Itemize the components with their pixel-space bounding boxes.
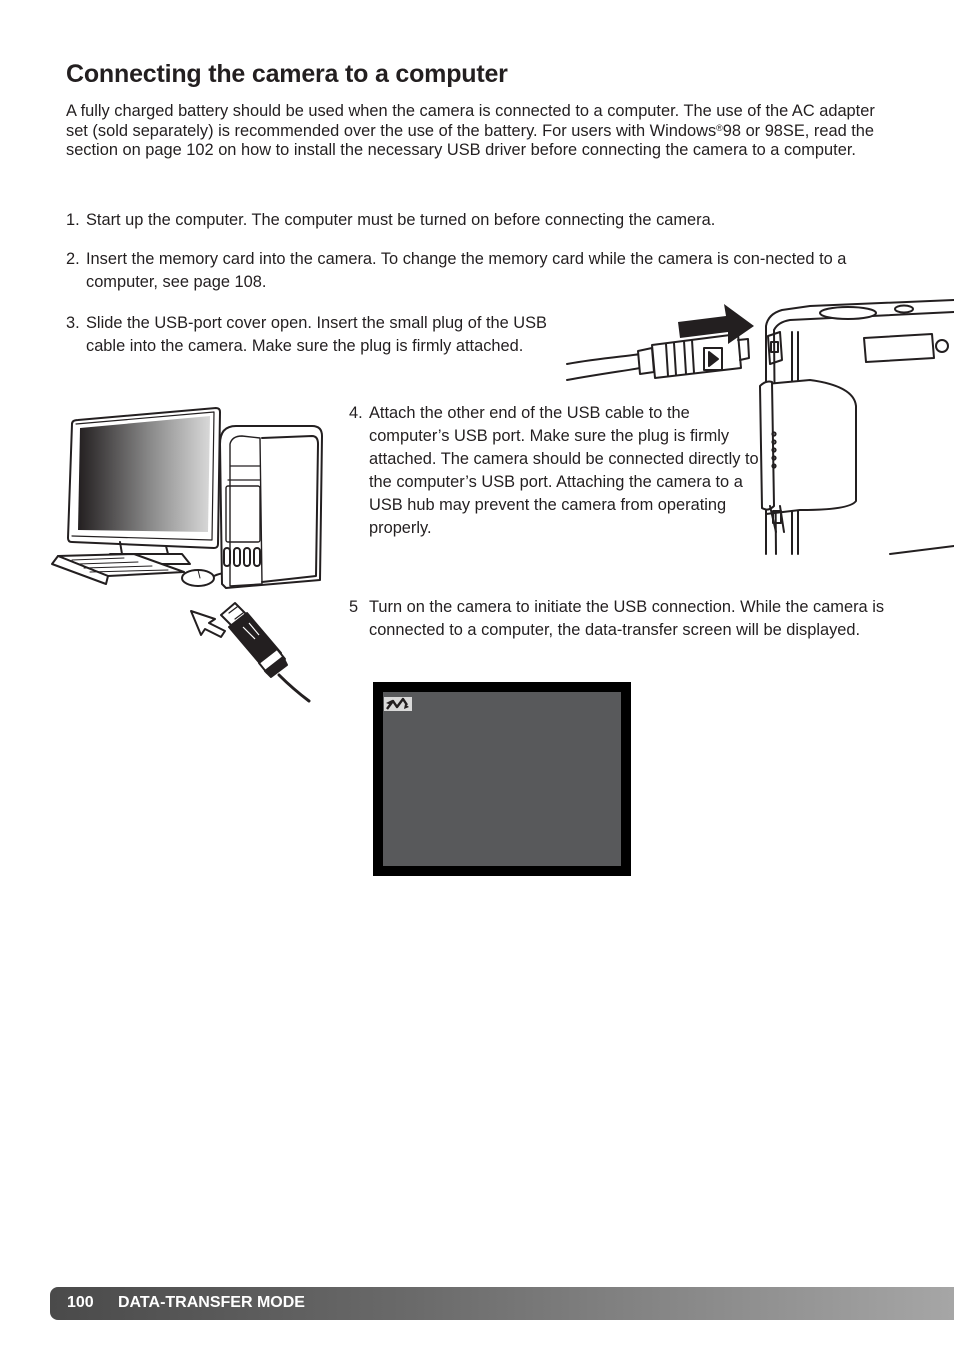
page-title: Connecting the camera to a computer bbox=[66, 60, 508, 88]
intro-text-2: 98 or 98SE, read the section on page 102 on how to install the necessary USB driver before connecting the camera to a computer. bbox=[66, 121, 875, 159]
intro-text-1: A fully charged battery should be used when the camera is connected to a computer. The use of the AC adapter set (sold separately) is recommended over the use of the battery. For users with Windows bbox=[66, 102, 875, 140]
step-5 bbox=[349, 596, 899, 642]
step-text: Start up the computer. The computer must be turned on before connecting the camera. bbox=[86, 211, 716, 229]
lcd-display-area bbox=[383, 692, 621, 866]
data-transfer-icon bbox=[384, 697, 412, 711]
step-number: 2. bbox=[66, 250, 80, 268]
step-3 bbox=[66, 312, 566, 358]
step-text: Slide the USB-port cover open. Insert the small plug of the USB cable into the camera. Make sure the plug is firmly attached. bbox=[86, 314, 547, 355]
step-2 bbox=[66, 248, 886, 294]
step-number: 5 bbox=[349, 598, 359, 616]
desktop-computer-illustration bbox=[50, 404, 330, 592]
registered-mark: ® bbox=[716, 122, 723, 133]
page-footer bbox=[50, 1287, 954, 1320]
step-text: Attach the other end of the USB cable to the computer’s USB port. Make sure the plug is firmly attached. The camera should be connected directly to the computer’s USB port. Attaching the camera to a USB hub may prevent the camera from operating properly. bbox=[369, 404, 759, 537]
step-number: 4. bbox=[349, 404, 363, 422]
step-number: 1. bbox=[66, 211, 80, 229]
step-text: Insert the memory card into the camera. To change the memory card while the camera is con-nected to a computer, see page 108. bbox=[86, 250, 847, 291]
page-number: 100 bbox=[67, 1294, 94, 1311]
intro-paragraph bbox=[66, 102, 896, 161]
camera-usb-port-illustration bbox=[560, 296, 954, 558]
step-1 bbox=[66, 209, 906, 232]
section-title: DATA-TRANSFER MODE bbox=[118, 1294, 305, 1311]
usb-plug-illustration bbox=[185, 597, 315, 703]
step-number: 3. bbox=[66, 314, 80, 332]
data-transfer-screen bbox=[373, 682, 631, 876]
step-text: Turn on the camera to initiate the USB connection. While the camera is connected to a computer, the data-transfer screen will be displayed. bbox=[369, 598, 885, 639]
